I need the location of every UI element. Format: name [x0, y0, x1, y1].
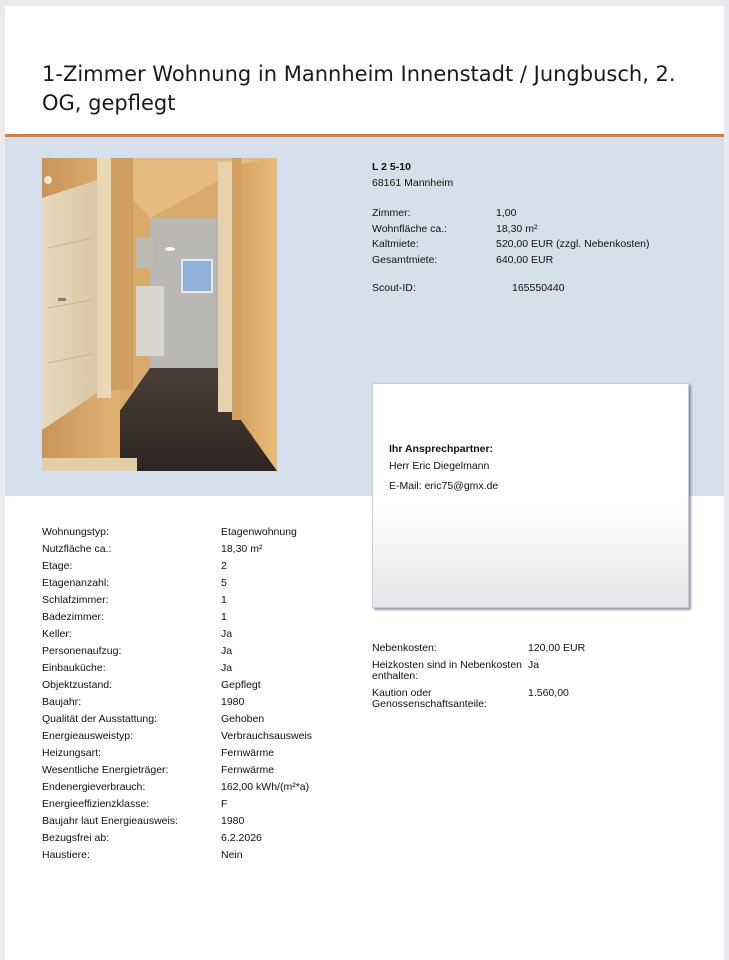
detail-value: 162,00 kWh/(m²*a) — [221, 781, 310, 793]
address-city: 68161 Mannheim — [372, 177, 454, 189]
detail-value: Ja — [221, 662, 233, 674]
detail-label: Personenaufzug: — [42, 645, 122, 657]
detail-value: 6.2.2026 — [221, 832, 262, 844]
detail-value: Verbrauchsausweis — [221, 730, 313, 742]
detail-label: Wesentliche Energieträger: — [42, 764, 169, 776]
key-fact-value: 640,00 EUR — [496, 254, 554, 266]
scout-id-value: 165550440 — [512, 282, 565, 294]
detail-label: Baujahr: — [42, 696, 82, 708]
detail-row — [42, 694, 362, 711]
detail-label: Qualität der Ausstattung: — [42, 713, 157, 725]
key-fact-value: 1,00 — [496, 207, 517, 219]
detail-row — [42, 609, 362, 626]
page-title: 1-Zimmer Wohnung in Mannheim Innenstadt / Jungbusch, 2. OG, gepflegt — [42, 62, 676, 115]
detail-label: Schlafzimmer: — [42, 594, 109, 606]
detail-row — [42, 762, 362, 779]
detail-label: Etage: — [42, 560, 73, 572]
detail-row — [42, 524, 362, 541]
detail-value: Ja — [221, 645, 233, 657]
detail-value: Etagenwohnung — [221, 526, 297, 538]
key-fact-value: 520,00 EUR (zzgl. Nebenkosten) — [496, 238, 650, 250]
detail-value: 2 — [221, 560, 227, 572]
detail-value: 18,30 m² — [221, 543, 263, 555]
expose-page — [5, 6, 724, 960]
detail-value: 1 — [221, 594, 227, 606]
cost-value: Ja — [528, 658, 540, 671]
detail-label: Nutzfläche ca.: — [42, 543, 112, 555]
detail-row — [42, 796, 362, 813]
costs-list — [372, 643, 672, 716]
detail-row — [42, 558, 362, 575]
detail-value: F — [221, 798, 228, 810]
detail-value: 1980 — [221, 696, 245, 708]
detail-row — [42, 728, 362, 745]
cost-row — [372, 660, 672, 683]
cost-value: 1.560,00 — [528, 686, 569, 699]
contact-email[interactable]: E-Mail: eric75@gmx.de — [389, 480, 499, 492]
key-fact-label: Zimmer: — [372, 207, 411, 219]
detail-row — [42, 779, 362, 796]
key-fact-label: Wohnfläche ca.: — [372, 223, 448, 235]
detail-value: 1980 — [221, 815, 245, 827]
detail-row — [42, 830, 362, 847]
detail-value: 5 — [221, 577, 227, 589]
cost-label: Kaution oder Genossenschaftsanteile: — [372, 686, 487, 710]
detail-label: Badezimmer: — [42, 611, 104, 623]
detail-label: Keller: — [42, 628, 72, 640]
detail-value: Gepflegt — [221, 679, 261, 691]
detail-label: Endenergieverbrauch: — [42, 781, 146, 793]
key-fact-label: Gesamtmiete: — [372, 254, 438, 266]
cost-row — [372, 688, 672, 711]
detail-row — [42, 660, 362, 677]
contact-name: Herr Eric Diegelmann — [389, 460, 490, 472]
detail-value: 1 — [221, 611, 227, 623]
detail-row — [42, 541, 362, 558]
detail-row — [42, 677, 362, 694]
detail-value: Gehoben — [221, 713, 265, 725]
detail-row — [42, 626, 362, 643]
cost-label: Heizkosten sind in Nebenkosten enthalten: — [372, 658, 523, 682]
detail-label: Etagenanzahl: — [42, 577, 110, 589]
detail-label: Objektzustand: — [42, 679, 113, 691]
detail-label: Bezugsfrei ab: — [42, 832, 110, 844]
cost-label: Nebenkosten: — [372, 642, 437, 654]
cost-row — [372, 643, 672, 655]
apartment-photo[interactable] — [42, 158, 277, 471]
contact-card — [372, 383, 689, 608]
detail-row — [42, 711, 362, 728]
detail-label: Heizungsart: — [42, 747, 101, 759]
cost-value: 120,00 EUR — [528, 642, 586, 654]
key-facts — [372, 205, 702, 269]
detail-value: Fernwärme — [221, 764, 275, 776]
detail-label: Baujahr laut Energieausweis: — [42, 815, 178, 827]
scout-id-label: Scout-ID: — [372, 282, 416, 294]
detail-value: Nein — [221, 849, 243, 861]
detail-value: Fernwärme — [221, 747, 275, 759]
detail-row — [42, 847, 362, 864]
address-block — [372, 159, 453, 191]
detail-label: Energieeffizienzklasse: — [42, 798, 150, 810]
detail-row — [42, 575, 362, 592]
detail-value: Ja — [221, 628, 233, 640]
detail-label: Einbauküche: — [42, 662, 106, 674]
detail-row — [42, 813, 362, 830]
scout-id-row — [372, 280, 702, 296]
contact-heading: Ihr Ansprechpartner: — [389, 443, 494, 455]
detail-row — [42, 592, 362, 609]
detail-label: Haustiere: — [42, 849, 90, 861]
detail-row — [42, 745, 362, 762]
key-fact-value: 18,30 m² — [496, 223, 538, 235]
key-fact-label: Kaltmiete: — [372, 238, 419, 250]
detail-row — [42, 643, 362, 660]
detail-label: Wohnungstyp: — [42, 526, 109, 538]
address-street: L 2 5-10 — [372, 161, 411, 173]
detail-label: Energieausweistyp: — [42, 730, 134, 742]
details-list — [42, 524, 362, 864]
